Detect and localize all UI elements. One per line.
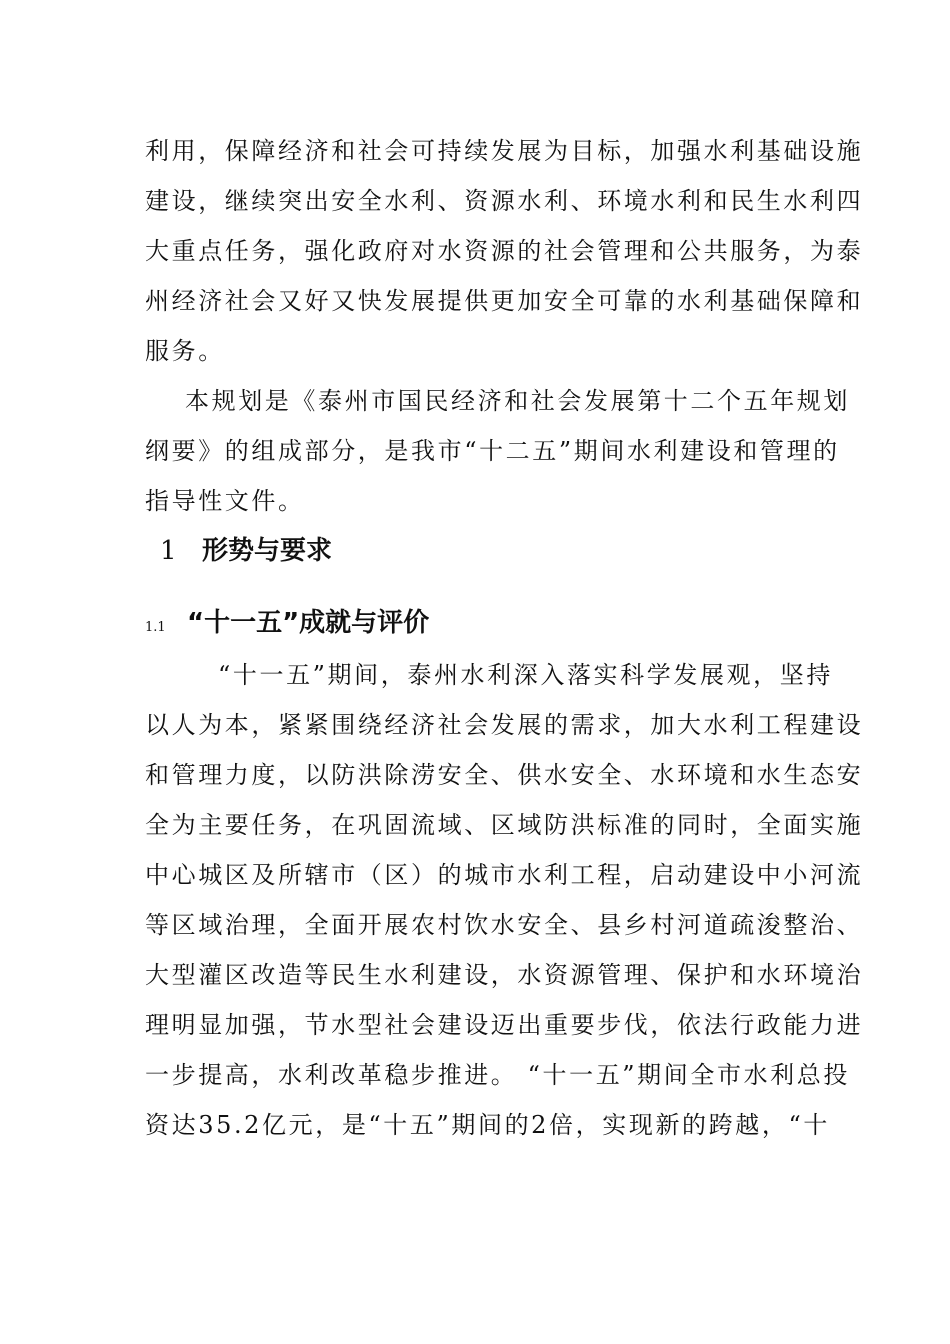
paragraph-line: 利用，保障经济和社会可持续发展为目标，加强水利基础设施 bbox=[145, 137, 864, 165]
paragraph-line: 等区域治理，全面开展农村饮水安全、县乡村河道疏浚整治、 bbox=[145, 911, 864, 939]
subsection-number: 1.1 bbox=[145, 620, 166, 635]
paragraph-line: 州经济社会又好又快发展提供更加安全可靠的水利基础保障和 bbox=[145, 287, 864, 315]
section-heading bbox=[160, 534, 332, 568]
paragraph-line: 资达35.2亿元，是“十五”期间的2倍，实现新的跨越，“十 bbox=[145, 1111, 830, 1139]
paragraph-line: 建设，继续突出安全水利、资源水利、环境水利和民生水利四 bbox=[145, 187, 864, 215]
paragraph-line: 本规划是《泰州市国民经济和社会发展第十二个五年规划 bbox=[185, 387, 850, 415]
paragraph-line: 中心城区及所辖市（区）的城市水利工程，启动建设中小河流 bbox=[145, 861, 864, 889]
paragraph-line: 理明显加强，节水型社会建设迈出重要步伐，依法行政能力进 bbox=[145, 1011, 864, 1039]
paragraph-line: 大型灌区改造等民生水利建设，水资源管理、保护和水环境治 bbox=[145, 961, 864, 989]
subsection-title: “十一五”成就与评价 bbox=[187, 608, 430, 638]
paragraph-line: 以人为本，紧紧围绕经济社会发展的需求，加大水利工程建设 bbox=[145, 711, 864, 739]
paragraph-line: 和管理力度，以防洪除涝安全、供水安全、水环境和水生态安 bbox=[145, 761, 864, 789]
paragraph-line: 纲要》的组成部分，是我市“十二五”期间水利建设和管理的 bbox=[145, 437, 840, 465]
paragraph-line: “十一五”期间，泰州水利深入落实科学发展观，坚持 bbox=[218, 661, 833, 689]
paragraph-line: 指导性文件。 bbox=[145, 487, 305, 515]
paragraph-line: 大重点任务，强化政府对水资源的社会管理和公共服务，为泰 bbox=[145, 237, 864, 265]
section-title: 形势与要求 bbox=[202, 536, 333, 566]
paragraph-line: 一步提高，水利改革稳步推进。 “十一五”期间全市水利总投 bbox=[145, 1061, 850, 1089]
section-number: 1 bbox=[160, 536, 177, 566]
paragraph-line: 服务。 bbox=[145, 337, 225, 365]
subsection-heading bbox=[145, 606, 429, 645]
paragraph-line: 全为主要任务，在巩固流域、区域防洪标准的同时，全面实施 bbox=[145, 811, 864, 839]
